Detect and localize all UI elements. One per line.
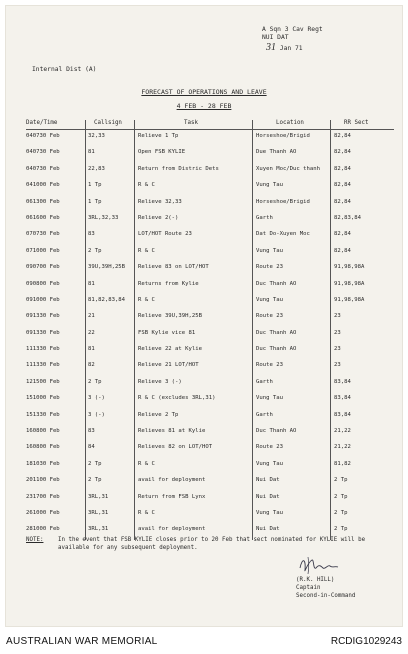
cell-datetime: 281000 Feb [26, 526, 60, 533]
cell-rr-sect: 2 Tp [334, 509, 348, 516]
cell-datetime: 061300 Feb [26, 198, 60, 205]
cell-rr-sect: 82,84 [334, 149, 351, 156]
header-block [262, 26, 323, 53]
table-row [26, 310, 394, 326]
cell-callsign: 81 [88, 149, 95, 156]
table-row [26, 458, 394, 474]
cell-task: Relieve 21 LOT/HOT [138, 362, 199, 369]
cell-task: R & C [138, 460, 155, 467]
cell-datetime: 151330 Feb [26, 411, 60, 418]
col-divider-2 [134, 120, 135, 540]
header-date-day: 31 [266, 42, 276, 53]
table-row [26, 261, 394, 277]
cell-rr-sect: 2 Tp [334, 477, 348, 484]
operations-table [26, 120, 394, 540]
cell-datetime: 091330 Feb [26, 313, 60, 320]
cell-callsign: 3 (-) [88, 411, 105, 418]
table-row [26, 392, 394, 408]
footer-institution: AUSTRALIAN WAR MEMORIAL [6, 636, 158, 647]
table-row [26, 343, 394, 359]
cell-location: Horseshoe/Brigid [256, 198, 310, 205]
cell-datetime: 061600 Feb [26, 214, 60, 221]
cell-location: Route 23 [256, 362, 283, 369]
cell-datetime: 040730 Feb [26, 149, 60, 156]
table-row [26, 294, 394, 310]
cell-rr-sect: 82,84 [334, 165, 351, 172]
cell-datetime: 090800 Feb [26, 280, 60, 287]
table-body [26, 130, 394, 540]
cell-task: Returns from Kylie [138, 280, 199, 287]
header-date-month: Jan 71 [279, 45, 303, 52]
cell-rr-sect: 83,84 [334, 378, 351, 385]
cell-location: Nui Dat [256, 477, 280, 484]
cell-rr-sect: 83,84 [334, 395, 351, 402]
cell-location: Vung Tau [256, 395, 283, 402]
cell-rr-sect: 21,22 [334, 444, 351, 451]
header-unit: A Sqn 3 Cav Regt [262, 26, 323, 33]
cell-datetime: 231700 Feb [26, 493, 60, 500]
doc-title [6, 88, 402, 96]
table-row [26, 507, 394, 523]
cell-location: Nui Dat [256, 493, 280, 500]
cell-rr-sect: 2 Tp [334, 526, 348, 533]
cell-rr-sect: 23 [334, 329, 341, 336]
table-row [26, 212, 394, 228]
cell-task: Return from Distric Dets [138, 165, 219, 172]
table-header [26, 120, 394, 130]
cell-location: Duc Thanh AO [256, 329, 297, 336]
cell-location: Vung Tau [256, 460, 283, 467]
cell-location: Duc Thanh AO [256, 428, 297, 435]
cell-task: Relieve 32,33 [138, 198, 182, 205]
cell-rr-sect: 82,83,84 [334, 214, 361, 221]
cell-callsign: 3RL,32,33 [88, 214, 119, 221]
cell-task: R & C [138, 509, 155, 516]
cell-task: LOT/HOT Route 23 [138, 231, 192, 238]
cell-datetime: 071000 Feb [26, 247, 60, 254]
cell-callsign: 1 Tp [88, 198, 102, 205]
cell-callsign: 22 [88, 329, 95, 336]
table-row [26, 425, 394, 441]
note-label: NOTE: [26, 537, 44, 543]
header-location: NUI DAT [262, 34, 289, 41]
cell-rr-sect: 81,82 [334, 460, 351, 467]
cell-rr-sect: 82,84 [334, 133, 351, 139]
cell-rr-sect: 82,84 [334, 182, 351, 189]
cell-datetime: 040730 Feb [26, 133, 60, 139]
table-row [26, 409, 394, 425]
cell-datetime: 041000 Feb [26, 182, 60, 189]
cell-task: Open FSB KYLIE [138, 149, 186, 156]
cell-datetime: 121500 Feb [26, 378, 60, 385]
cell-task: Relieve 2(-) [138, 214, 179, 221]
cell-datetime: 160800 Feb [26, 428, 60, 435]
cell-callsign: 3RL,31 [88, 509, 109, 516]
cell-callsign: 81 [88, 346, 95, 353]
cell-rr-sect: 21,22 [334, 428, 351, 435]
cell-location: Route 23 [256, 264, 283, 271]
cell-datetime: 091330 Feb [26, 329, 60, 336]
doc-period-text: 4 FEB - 28 FEB [176, 102, 232, 110]
cell-datetime: 160800 Feb [26, 444, 60, 451]
cell-task: Relieve 39U,39H,25B [138, 313, 202, 320]
cell-callsign: 39U,39H,25B [88, 264, 126, 271]
cell-datetime: 091000 Feb [26, 296, 60, 303]
signatory-rank: Captain [296, 585, 321, 591]
cell-callsign: 32,33 [88, 133, 105, 139]
cell-task: Relieve 22 at Kylie [138, 346, 202, 353]
cell-callsign: 2 Tp [88, 460, 102, 467]
cell-task: avail for deployment [138, 477, 206, 484]
cell-task: Relieves 82 on LOT/HOT [138, 444, 213, 451]
cell-callsign: 2 Tp [88, 247, 102, 254]
distribution: Internal Dist (A) [32, 66, 97, 73]
signatory-role: Second-in-Command [296, 593, 356, 599]
cell-datetime: 151000 Feb [26, 395, 60, 402]
cell-callsign: 81,82,83,84 [88, 296, 126, 303]
cell-location: Nui Dat [256, 526, 280, 533]
cell-location: Horseshoe/Brigid [256, 133, 310, 139]
header-date [266, 44, 323, 53]
table-row [26, 491, 394, 507]
cell-callsign: 84 [88, 444, 95, 451]
footer-record-id: RCDIG1029243 [330, 636, 402, 647]
col-header-location: Location [276, 120, 304, 126]
cell-task: Relieve 83 on LOT/HOT [138, 264, 209, 271]
cell-rr-sect: 83,84 [334, 411, 351, 418]
cell-callsign: 2 Tp [88, 378, 102, 385]
table-row [26, 441, 394, 457]
cell-location: Vung Tau [256, 296, 283, 303]
table-row [26, 278, 394, 294]
cell-location: Due Thanh AO [256, 149, 297, 156]
cell-task: R & C [138, 182, 155, 189]
table-row [26, 196, 394, 212]
cell-rr-sect: 82,84 [334, 247, 351, 254]
table-row [26, 327, 394, 343]
table-row [26, 376, 394, 392]
cell-task: Return from FSB Lynx [138, 493, 206, 500]
cell-location: Dat Do-Xuyen Moc [256, 231, 310, 238]
cell-callsign: 3RL,31 [88, 493, 109, 500]
col-divider-1 [85, 120, 86, 540]
table-row [26, 359, 394, 375]
cell-location: Garth [256, 411, 273, 418]
cell-task: FSB Kylie vice 81 [138, 329, 196, 336]
cell-datetime: 040730 Feb [26, 165, 60, 172]
cell-task: Relieve 2 Tp [138, 411, 179, 418]
cell-datetime: 090700 Feb [26, 264, 60, 271]
cell-location: Vung Tau [256, 509, 283, 516]
cell-task: Relieve 3 (-) [138, 378, 182, 385]
col-divider-3 [252, 120, 253, 540]
cell-datetime: 181030 Feb [26, 460, 60, 467]
col-header-task: Task [184, 120, 198, 126]
cell-datetime: 111330 Feb [26, 346, 60, 353]
cell-datetime: 201100 Feb [26, 477, 60, 484]
cell-location: Duc Thanh AO [256, 280, 297, 287]
col-divider-4 [330, 120, 331, 540]
cell-callsign: 22,83 [88, 165, 105, 172]
cell-datetime: 261000 Feb [26, 509, 60, 516]
doc-title-text: FORECAST OF OPERATIONS AND LEAVE [141, 88, 267, 96]
cell-location: Route 23 [256, 313, 283, 320]
table-row [26, 228, 394, 244]
note-text: In the event that FSB KYLIE closes prior to 20 Feb that sect nominated for KYLIE will be available for any subsequent deployment. [58, 537, 366, 551]
cell-callsign: 1 Tp [88, 182, 102, 189]
cell-callsign: 3RL,31 [88, 526, 109, 533]
cell-datetime: 111330 Feb [26, 362, 60, 369]
cell-location: Route 23 [256, 444, 283, 451]
cell-location: Xuyen Moc/Duc thanh [256, 165, 320, 172]
cell-location: Duc Thanh AO [256, 346, 297, 353]
cell-rr-sect: 91,98,98A [334, 264, 365, 271]
cell-callsign: 81 [88, 280, 95, 287]
table-row [26, 179, 394, 195]
signatory-name: (R.K. HILL) [296, 577, 335, 583]
col-header-rr-sect: RR Sect [344, 120, 369, 126]
document-page [6, 6, 402, 626]
cell-callsign: 83 [88, 231, 95, 238]
cell-location: Garth [256, 378, 273, 385]
col-header-datetime: Date/Time [26, 120, 58, 126]
cell-task: Relieve 1 Tp [138, 133, 179, 139]
cell-callsign: 21 [88, 313, 95, 320]
cell-rr-sect: 82,84 [334, 198, 351, 205]
doc-period [6, 102, 402, 110]
cell-rr-sect: 23 [334, 313, 341, 320]
cell-location: Garth [256, 214, 273, 221]
cell-location: Vung Tau [256, 182, 283, 189]
cell-rr-sect: 23 [334, 362, 341, 369]
archive-footer [0, 630, 408, 654]
cell-datetime: 070730 Feb [26, 231, 60, 238]
table-row [26, 146, 394, 162]
cell-task: Relieves 81 at Kylie [138, 428, 206, 435]
cell-rr-sect: 2 Tp [334, 493, 348, 500]
cell-rr-sect: 23 [334, 346, 341, 353]
cell-location: Vung Tau [256, 247, 283, 254]
cell-task: R & C [138, 247, 155, 254]
cell-callsign: 82 [88, 362, 95, 369]
table-row [26, 163, 394, 179]
table-row [26, 474, 394, 490]
cell-task: avail for deployment [138, 526, 206, 533]
signature-block [296, 576, 355, 600]
cell-callsign: 3 (-) [88, 395, 105, 402]
cell-rr-sect: 91,98,98A [334, 296, 365, 303]
table-row [26, 130, 394, 146]
cell-task: R & C [138, 296, 155, 303]
cell-callsign: 2 Tp [88, 477, 102, 484]
cell-rr-sect: 82,84 [334, 231, 351, 238]
cell-rr-sect: 91,98,98A [334, 280, 365, 287]
cell-task: R & C (excludes 3RL,31) [138, 395, 216, 402]
table-row [26, 245, 394, 261]
handwritten-signature [294, 554, 364, 576]
cell-callsign: 83 [88, 428, 95, 435]
col-header-callsign: Callsign [94, 120, 122, 126]
